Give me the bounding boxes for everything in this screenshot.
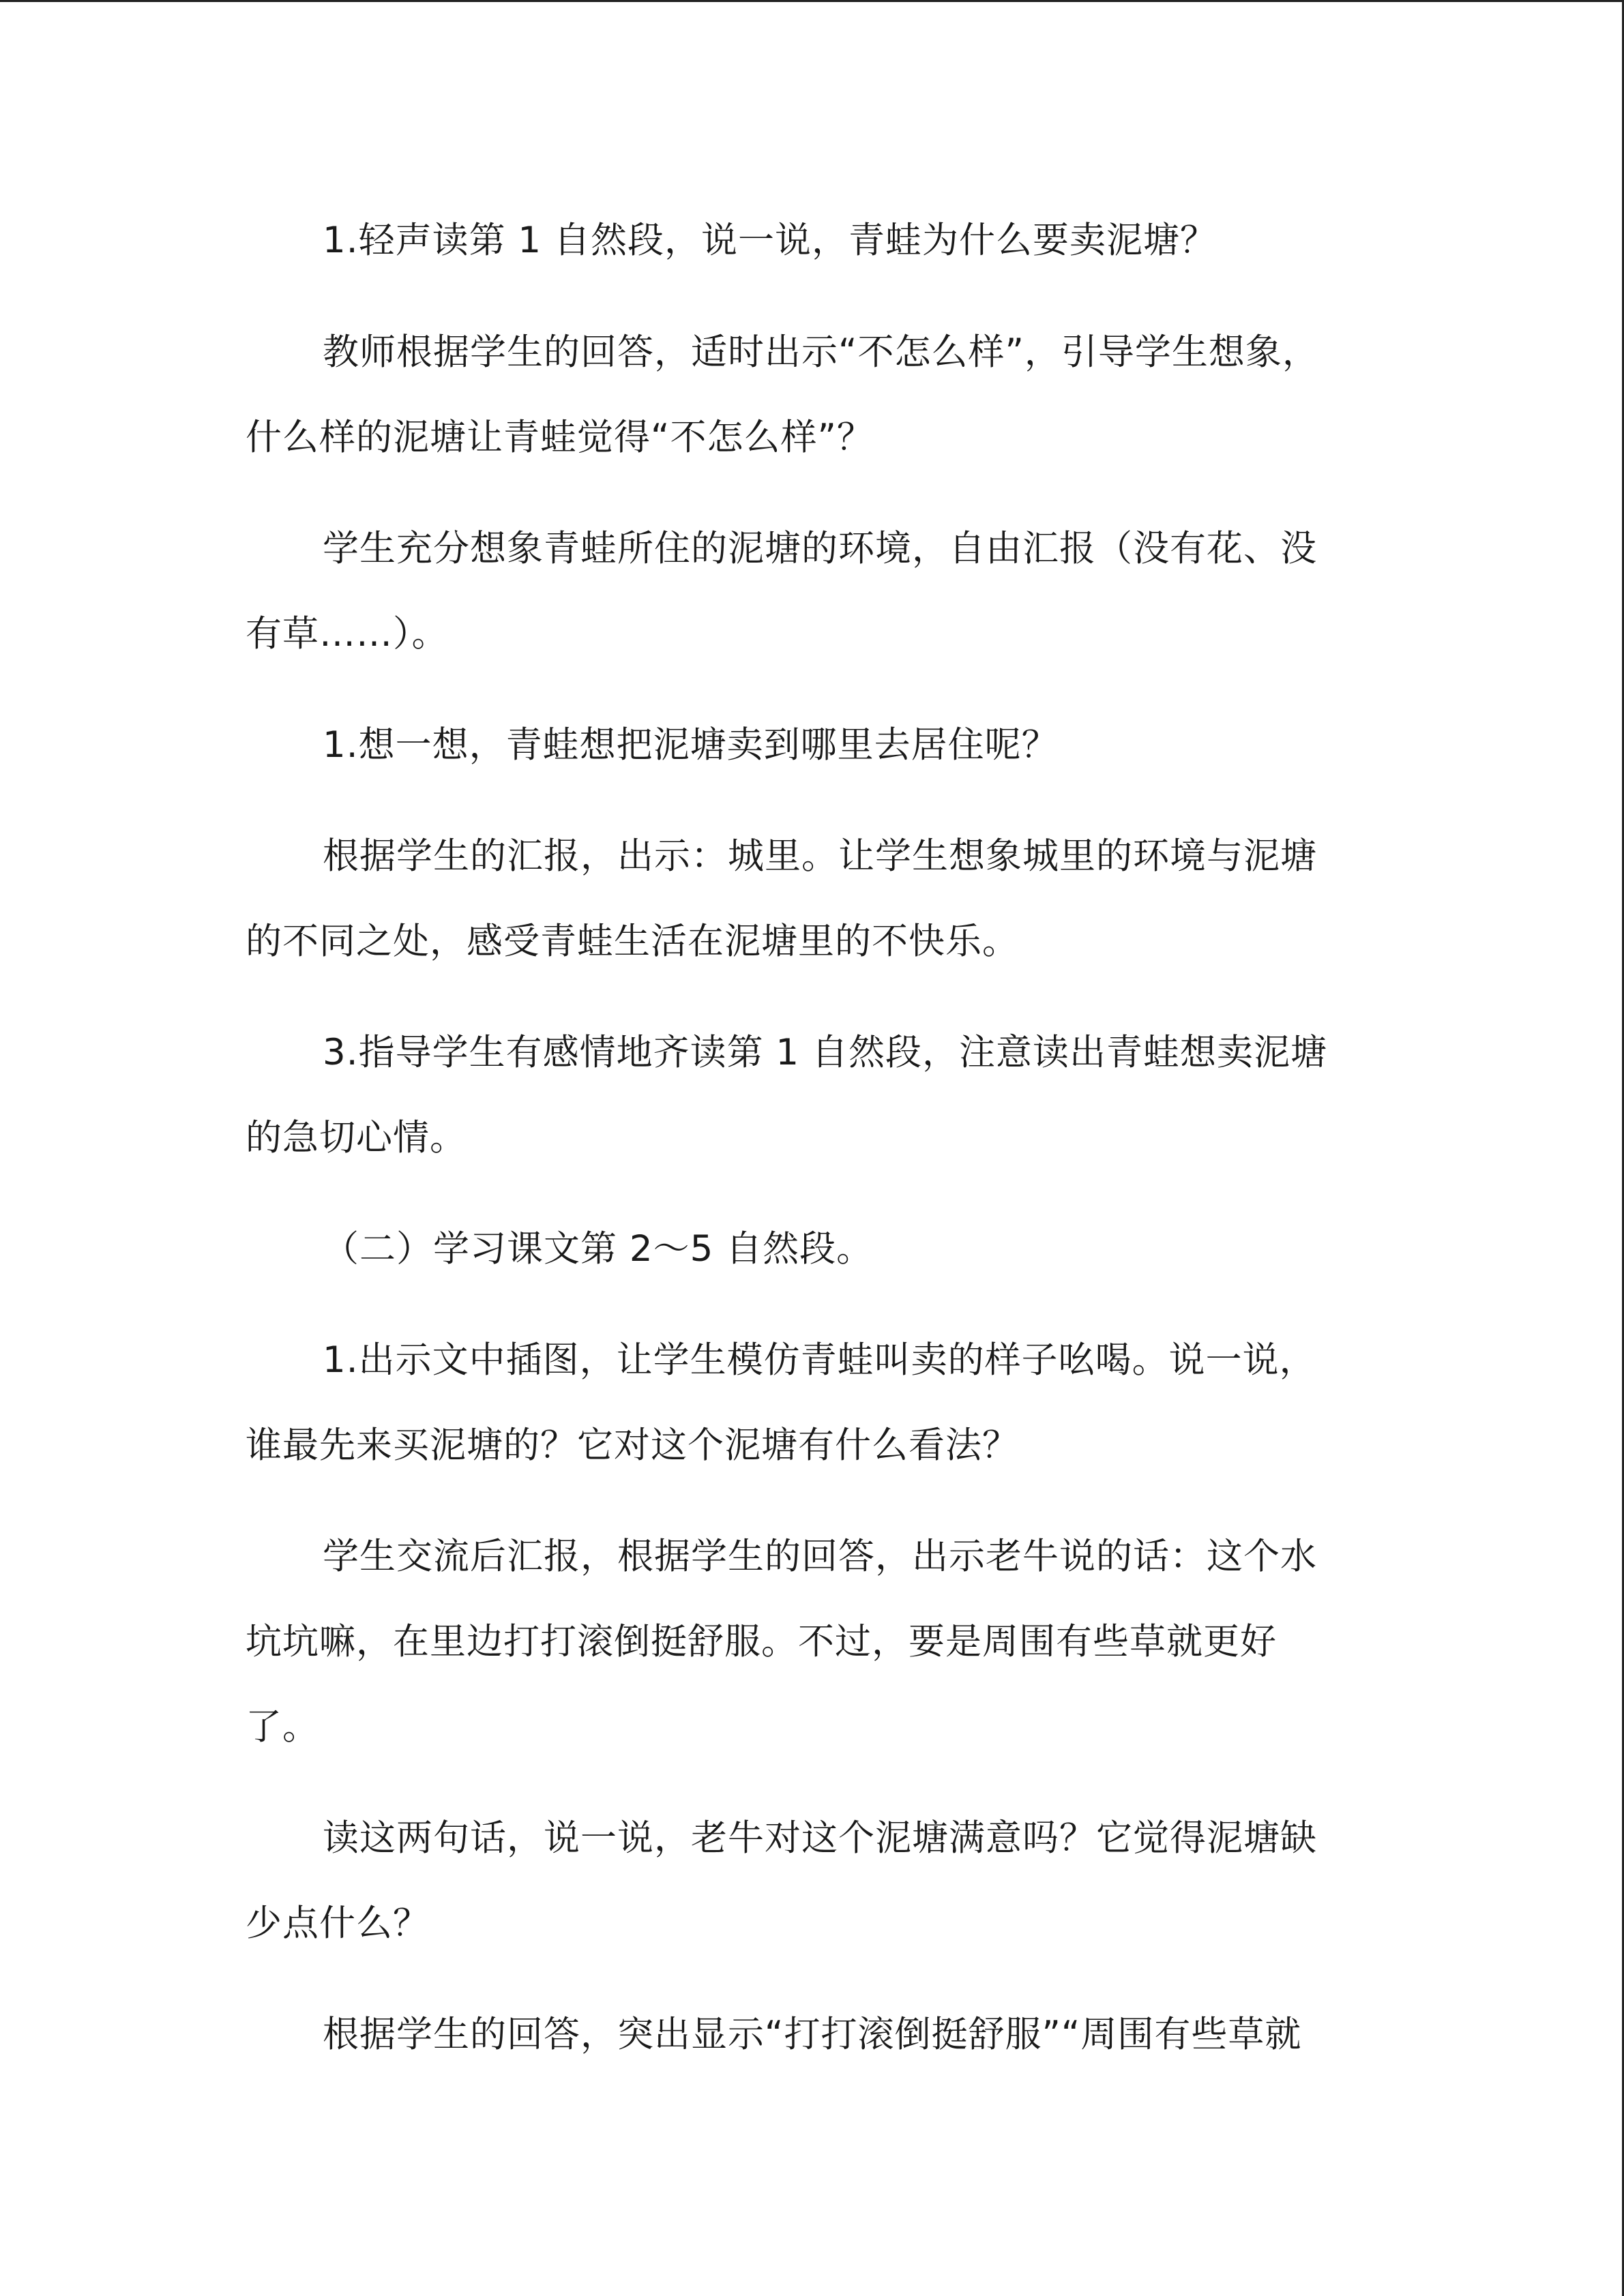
text-line-12: 1.出示文中插图，让学生模仿青蛙叫卖的样子吆喝。说一说， bbox=[323, 1339, 1316, 1381]
text-line-5: 有草……）。 bbox=[246, 613, 449, 655]
text-line-18: 少点什么？ bbox=[246, 1903, 430, 1944]
text-line-10: 的急切心情。 bbox=[246, 1117, 467, 1159]
text-line-14: 学生交流后汇报，根据学生的回答，出示老牛说的话：这个水 bbox=[323, 1536, 1317, 1577]
text-line-15: 坑坑嘛，在里边打打滚倒挺舒服。不过，要是周围有些草就更好 bbox=[246, 1621, 1277, 1663]
text-line-16: 了。 bbox=[246, 1706, 319, 1748]
text-line-3: 什么样的泥塘让青蛙觉得“不怎么样”？ bbox=[246, 417, 874, 458]
text-line-8: 的不同之处，感受青蛙生活在泥塘里的不快乐。 bbox=[246, 921, 1019, 962]
text-line-1: 1.轻声读第 1 自然段，说一说，青蛙为什么要卖泥塘？ bbox=[323, 220, 1217, 261]
text-line-9: 3.指导学生有感情地齐读第 1 自然段，注意读出青蛙想卖泥塘 bbox=[323, 1032, 1327, 1073]
text-line-13: 谁最先来买泥塘的？它对这个泥塘有什么看法？ bbox=[246, 1425, 1019, 1466]
section-heading: （二）学习课文第 2～5 自然段。 bbox=[323, 1228, 874, 1270]
text-line-2: 教师根据学生的回答，适时出示“不怎么样”，引导学生想象， bbox=[323, 331, 1319, 373]
text-line-4: 学生充分想象青蛙所住的泥塘的环境，自由汇报（没有花、没 bbox=[323, 528, 1317, 569]
text-line-17: 读这两句话，说一说，老牛对这个泥塘满意吗？它觉得泥塘缺 bbox=[323, 1817, 1317, 1859]
text-line-19: 根据学生的回答，突出显示“打打滚倒挺舒服”“周围有些草就 bbox=[323, 2014, 1302, 2055]
text-line-7: 根据学生的汇报，出示：城里。让学生想象城里的环境与泥塘 bbox=[323, 835, 1317, 877]
page-top-border bbox=[0, 0, 1624, 2]
text-line-6: 1.想一想，青蛙想把泥塘卖到哪里去居住呢？ bbox=[323, 724, 1059, 766]
